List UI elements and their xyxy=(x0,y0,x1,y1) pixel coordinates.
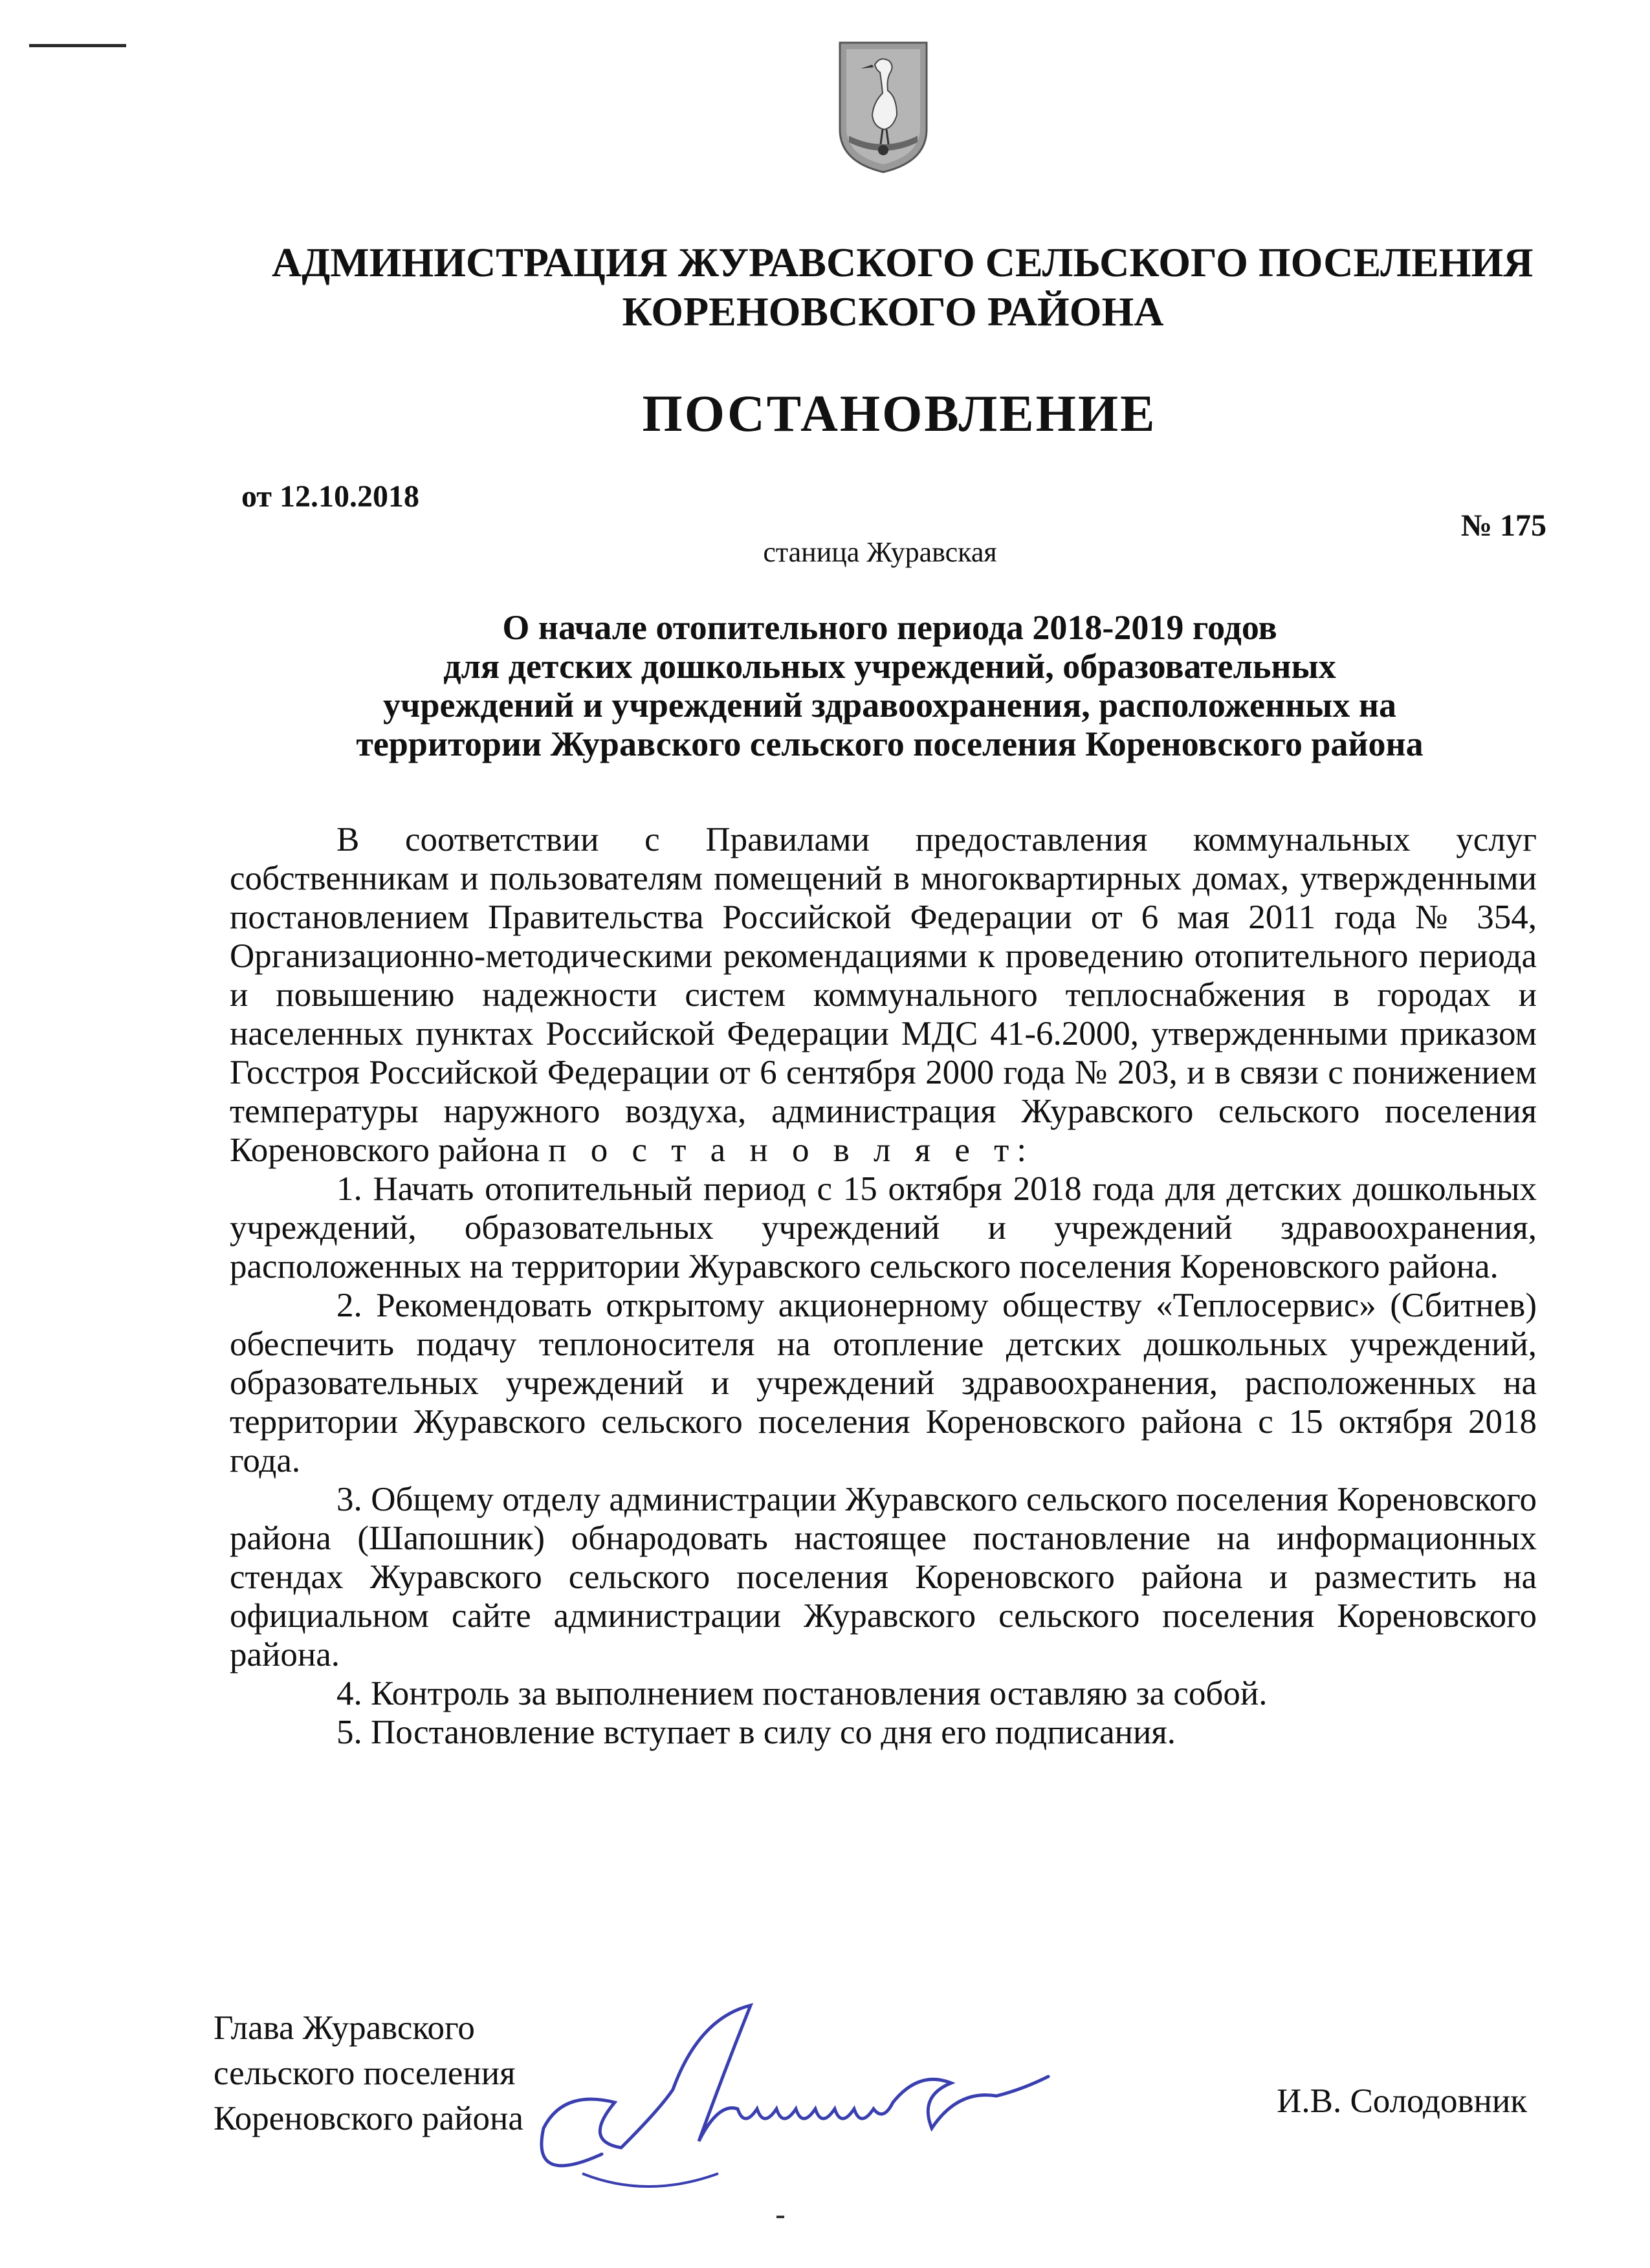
signatory-position xyxy=(214,2005,523,2141)
preamble-paragraph xyxy=(230,820,1537,1170)
position-line2: сельского поселения xyxy=(214,2055,516,2092)
document-date: от 12.10.2018 xyxy=(241,479,419,514)
document-body xyxy=(230,820,1537,1752)
document-type-heading: ПОСТАНОВЛЕНИЕ xyxy=(642,386,1157,442)
resolves-word: п о с т а н о в л я е т: xyxy=(548,1131,1035,1169)
item-3: 3. Общему отделу администрации Журавского сельского поселения Кореновского района (Шапошник) обнародовать настоящее постановление на информационных стендах Журавского сельского поселения Кореновского района и разместить на официальном сайте администрации Журавского сельского поселения Кореновского района. xyxy=(230,1481,1537,1674)
title-line2: для детских дошкольных учреждений, образовательных xyxy=(443,647,1336,686)
signatory-name: И.В. Солодовник xyxy=(1277,2082,1527,2120)
position-line3: Кореновского района xyxy=(214,2100,523,2137)
document-header xyxy=(272,238,1534,336)
title-line4: территории Журавского сельского поселения Кореновского района xyxy=(356,725,1424,763)
position-line1: Глава Журавского xyxy=(214,2009,475,2047)
item-2: 2. Рекомендовать открытому акционерному обществу «Теплосервис» (Сбитнев) обеспечить подачу теплоносителя на отопление детских дошкольных учреждений, образовательных учреждений и учреждений здравоохранения, расположенных на территории Журавского сельского поселения Кореновского района с 15 октября 2018 года. xyxy=(230,1287,1537,1479)
document-title xyxy=(246,608,1534,763)
document-number: № 175 xyxy=(1460,508,1546,543)
item-5: 5. Постановление вступает в силу со дня его подписания. xyxy=(336,1714,1176,1751)
organization-name-line1: АДМИНИСТРАЦИЯ ЖУРАВСКОГО СЕЛЬСКОГО ПОСЕЛЕНИЯ xyxy=(272,239,1534,285)
scan-artifact-line xyxy=(29,44,126,47)
document-place: станица Журавская xyxy=(763,536,997,568)
handwritten-signature xyxy=(505,1992,1061,2206)
scan-artifact-dot xyxy=(776,2216,784,2218)
organization-name-line2: КОРЕНОВСКОГО РАЙОНА xyxy=(622,289,1164,334)
title-line1: О начале отопительного периода 2018-2019 годов xyxy=(502,608,1277,647)
preamble-text: В соответствии с Правилами предоставления коммунальных услуг собственникам и пользователям помещений в многоквартирных домах, утвержденными постановлением Правительства Российской Федерации от 6 мая 2011 года № 354, Организационно-методическими рекомендациями к проведению отопительного периода и повышению надежности систем коммунального теплоснабжения в городах и населенных пунктах Российской Федерации МДС 41-6.2000, утвержденными приказом Госстроя Российской Федерации от 6 сентября 2000 года № 203, и в связи с понижением температуры наружного воздуха, администрация Журавского сельского поселения Кореновского района xyxy=(230,821,1537,1169)
coat-of-arms-emblem xyxy=(835,39,932,175)
item-4: 4. Контроль за выполнением постановления оставляю за собой. xyxy=(336,1675,1268,1712)
item-1: 1. Начать отопительный период с 15 октября 2018 года для детских дошкольных учреждений, образовательных учреждений и учреждений здравоохранения, расположенных на территории Журавского сельского поселения Кореновского района. xyxy=(230,1170,1537,1285)
title-line3: учреждений и учреждений здравоохранения, расположенных на xyxy=(383,686,1396,725)
